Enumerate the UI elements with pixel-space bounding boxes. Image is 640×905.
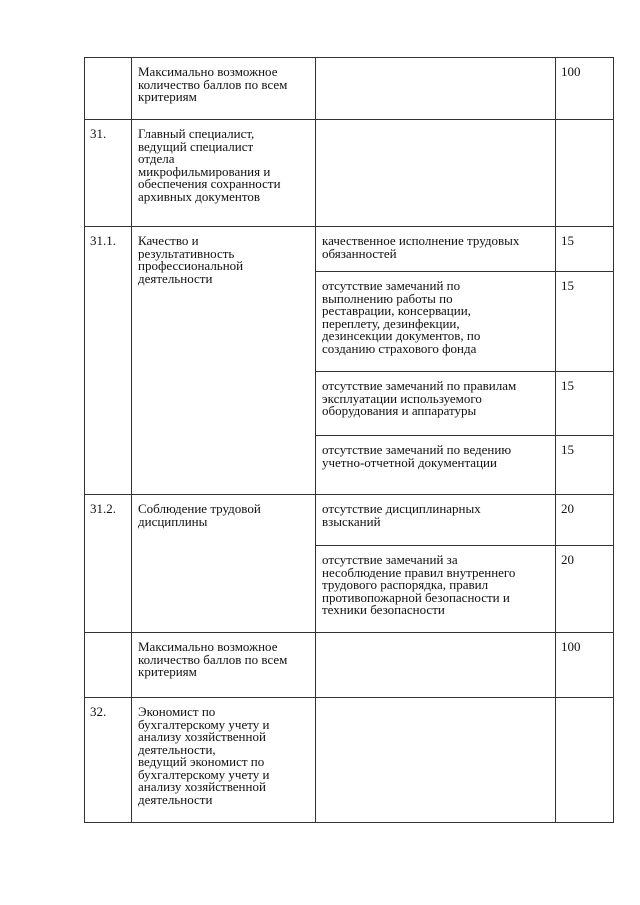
score-cell: 15 <box>556 227 614 272</box>
row-number-cell <box>85 58 132 120</box>
score-cell: 15 <box>556 272 614 372</box>
table-row <box>85 495 614 546</box>
row-number-cell: 31. <box>85 120 132 227</box>
table-row <box>85 120 614 227</box>
indicator-cell <box>316 633 556 698</box>
row-number-cell: 31.1. <box>85 227 132 495</box>
criteria-table <box>84 57 614 823</box>
row-number-cell: 32. <box>85 698 132 823</box>
table-row <box>85 698 614 823</box>
criterion-cell: Качество и результативность профессиональной деятельности <box>132 227 316 495</box>
row-number-cell: 31.2. <box>85 495 132 633</box>
score-cell: 15 <box>556 436 614 495</box>
criterion-cell: Максимально возможное количество баллов по всем критериям <box>132 58 316 120</box>
score-cell <box>556 698 614 823</box>
indicator-cell: отсутствие дисциплинарных взысканий <box>316 495 556 546</box>
indicator-cell <box>316 698 556 823</box>
indicator-cell: отсутствие замечаний по выполнению работы по реставрации, консервации, переплету, дезинфекции, дезинсекции документов, по созданию страхового фонда <box>316 272 556 372</box>
criterion-cell: Экономист по бухгалтерскому учету и анализу хозяйственной деятельности, ведущий экономист по бухгалтерскому учету и анализу хозяйственной деятельности <box>132 698 316 823</box>
indicator-cell: отсутствие замечаний по ведению учетно-отчетной документации <box>316 436 556 495</box>
indicator-cell <box>316 58 556 120</box>
indicator-cell <box>316 120 556 227</box>
indicator-cell: качественное исполнение трудовых обязанностей <box>316 227 556 272</box>
row-number-cell <box>85 633 132 698</box>
indicator-cell: отсутствие замечаний по правилам эксплуатации используемого оборудования и аппаратуры <box>316 372 556 436</box>
score-cell: 20 <box>556 546 614 633</box>
score-cell: 100 <box>556 633 614 698</box>
score-cell: 15 <box>556 372 614 436</box>
table-row <box>85 58 614 120</box>
criterion-cell: Соблюдение трудовой дисциплины <box>132 495 316 633</box>
criterion-cell: Максимально возможное количество баллов по всем критериям <box>132 633 316 698</box>
criterion-cell: Главный специалист, ведущий специалист отдела микрофильмирования и обеспечения сохранности архивных документов <box>132 120 316 227</box>
score-cell: 20 <box>556 495 614 546</box>
score-cell <box>556 120 614 227</box>
score-cell: 100 <box>556 58 614 120</box>
indicator-cell: отсутствие замечаний за несоблюдение правил внутреннего трудового распорядка, правил противопожарной безопасности и техники безопасности <box>316 546 556 633</box>
table-row <box>85 633 614 698</box>
table-row <box>85 227 614 272</box>
